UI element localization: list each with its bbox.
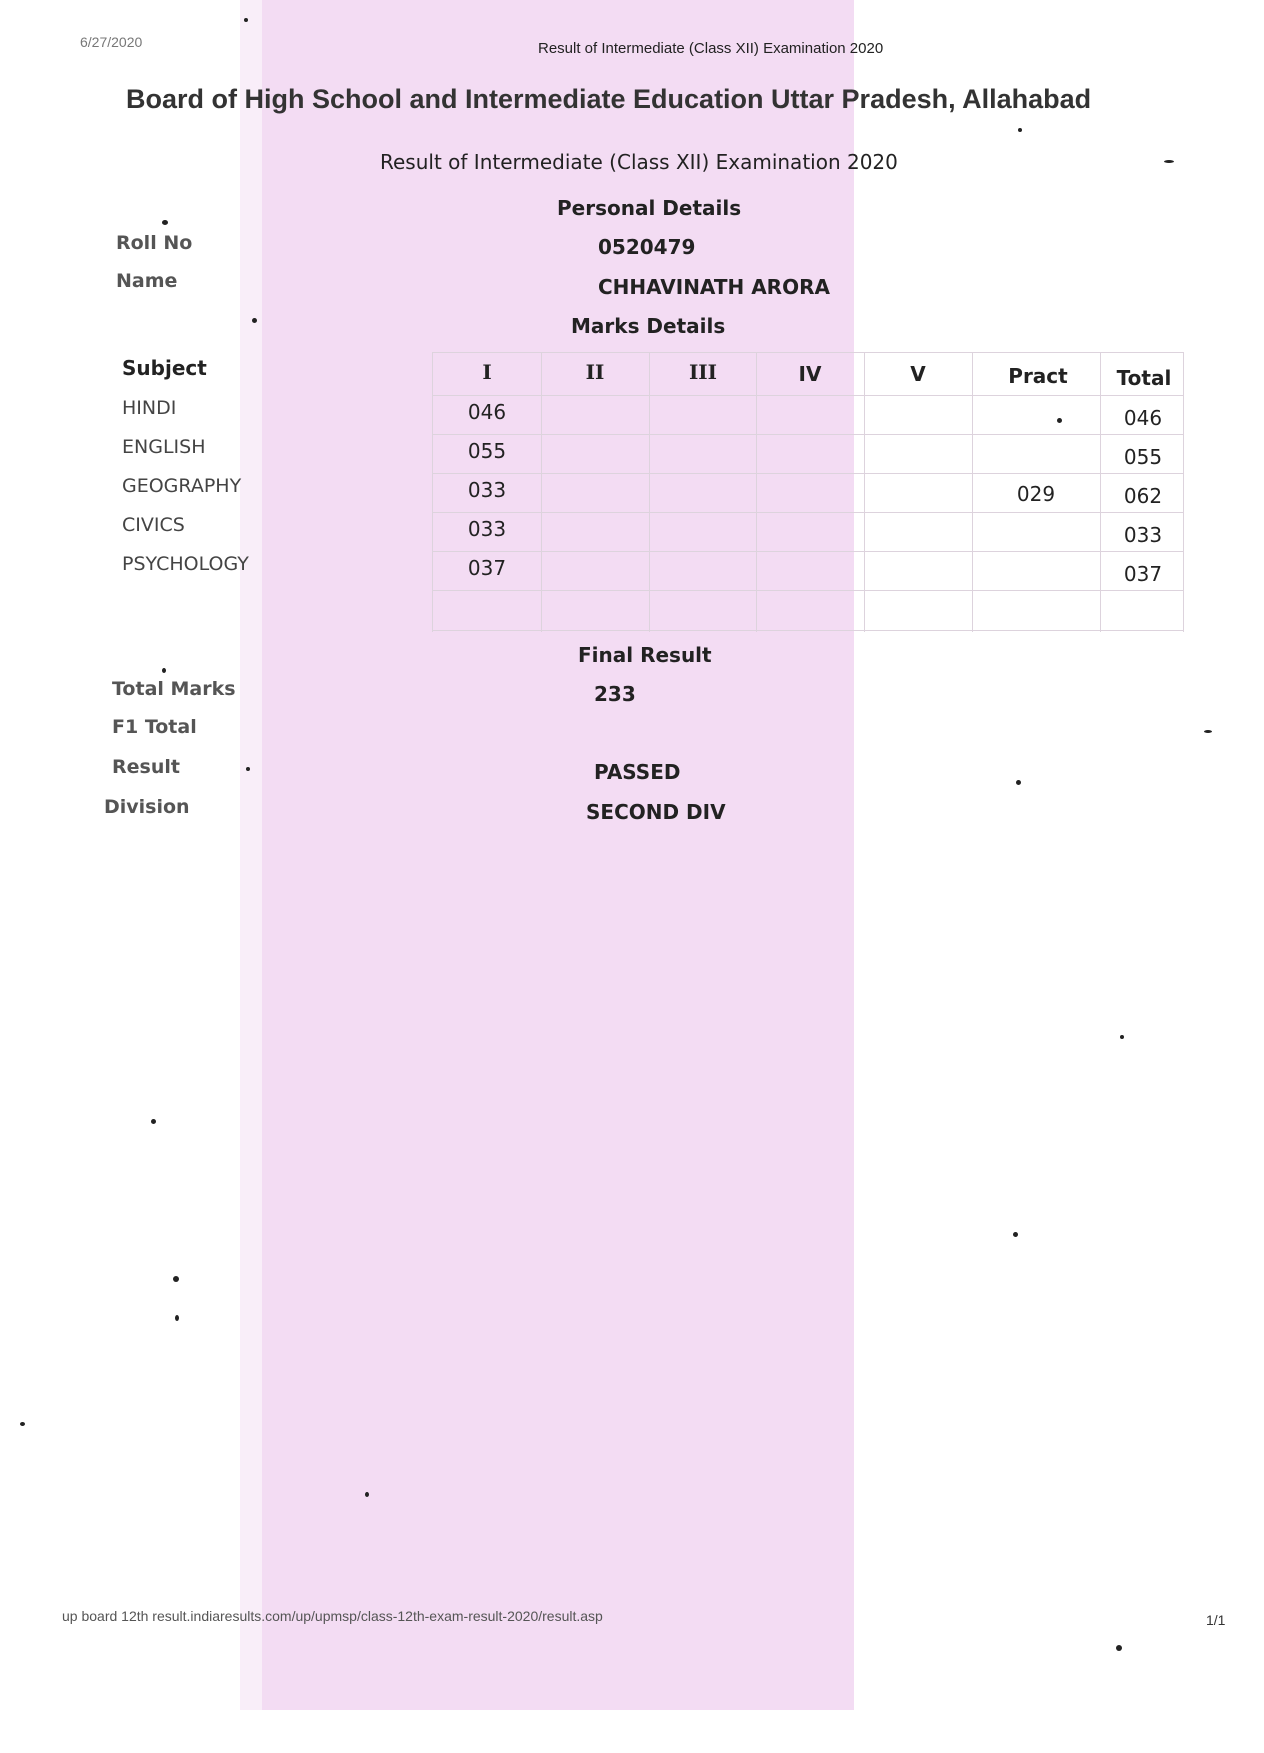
col-header-iii: III — [688, 360, 718, 384]
scan-speck — [365, 1492, 369, 1497]
scan-speck — [1164, 160, 1174, 163]
marks-paper-i: 055 — [467, 439, 507, 463]
col-header-total: Total — [1116, 366, 1172, 390]
roll-no-value: 0520479 — [598, 235, 696, 259]
col-header-iv: IV — [798, 362, 822, 386]
marks-paper-i: 033 — [467, 478, 507, 502]
subject-name: CIVICS — [122, 514, 185, 536]
scan-speck — [1116, 1645, 1122, 1651]
marks-total: 062 — [1123, 484, 1163, 508]
col-header-ii: II — [585, 360, 605, 384]
scan-speck — [1018, 128, 1022, 132]
scan-speck — [1057, 418, 1062, 423]
scan-speck — [246, 767, 250, 771]
division-value: SECOND DIV — [586, 800, 726, 824]
subject-name: HINDI — [122, 397, 177, 419]
page-bottom-edge — [0, 1710, 1264, 1753]
roll-no-label: Roll No — [116, 232, 193, 254]
division-label: Division — [104, 796, 190, 818]
scan-speck — [1016, 780, 1021, 785]
marks-total: 033 — [1123, 523, 1163, 547]
result-label: Result — [112, 756, 180, 778]
scan-speck — [244, 18, 248, 22]
marks-paper-i: 037 — [467, 556, 507, 580]
scan-speck — [1013, 1232, 1018, 1237]
scan-speck — [1120, 1035, 1124, 1039]
scan-speck — [162, 220, 168, 225]
marks-total: 037 — [1123, 562, 1163, 586]
final-result-heading: Final Result — [578, 643, 712, 667]
total-marks-label: Total Marks — [112, 678, 236, 700]
marks-details-heading: Marks Details — [571, 314, 726, 338]
marks-total: 046 — [1123, 406, 1163, 430]
col-header-subject: Subject — [122, 356, 207, 380]
name-label: Name — [116, 270, 178, 292]
marks-total: 055 — [1123, 445, 1163, 469]
scan-speck — [173, 1276, 179, 1282]
marks-paper-i: 033 — [467, 517, 507, 541]
f1-total-label: F1 Total — [112, 716, 197, 738]
scan-speck — [151, 1119, 156, 1124]
col-header-i: I — [482, 360, 492, 384]
scan-speck — [252, 318, 257, 323]
subject-name: ENGLISH — [122, 436, 206, 458]
subject-name: GEOGRAPHY — [122, 475, 242, 497]
col-header-v: V — [910, 362, 926, 386]
print-page-number: 1/1 — [1206, 1612, 1226, 1628]
scan-speck — [1204, 730, 1212, 733]
exam-title: Result of Intermediate (Class XII) Examination 2020 — [380, 150, 898, 174]
print-header-title: Result of Intermediate (Class XII) Examination 2020 — [538, 40, 884, 57]
result-value: PASSED — [594, 760, 681, 784]
scan-speck — [175, 1315, 179, 1321]
paper-tint-edge — [240, 0, 262, 1710]
print-date: 6/27/2020 — [80, 34, 143, 50]
col-header-pract: Pract — [1008, 364, 1068, 388]
print-footer-url: up board 12th result.indiaresults.com/up/upmsp/class-12th-exam-result-2020/result.asp — [62, 1608, 603, 1624]
scan-speck — [162, 668, 166, 673]
scan-speck — [20, 1422, 25, 1426]
board-name: Board of High School and Intermediate Education Uttar Pradesh, Allahabad — [126, 84, 1092, 114]
subject-name: PSYCHOLOGY — [122, 553, 249, 575]
paper-tint-band — [262, 0, 854, 1710]
marks-pract: 029 — [1016, 482, 1056, 506]
marks-paper-i: 046 — [467, 400, 507, 424]
name-value: CHHAVINATH ARORA — [598, 275, 830, 299]
total-marks-value: 233 — [594, 682, 636, 706]
personal-details-heading: Personal Details — [557, 196, 742, 220]
